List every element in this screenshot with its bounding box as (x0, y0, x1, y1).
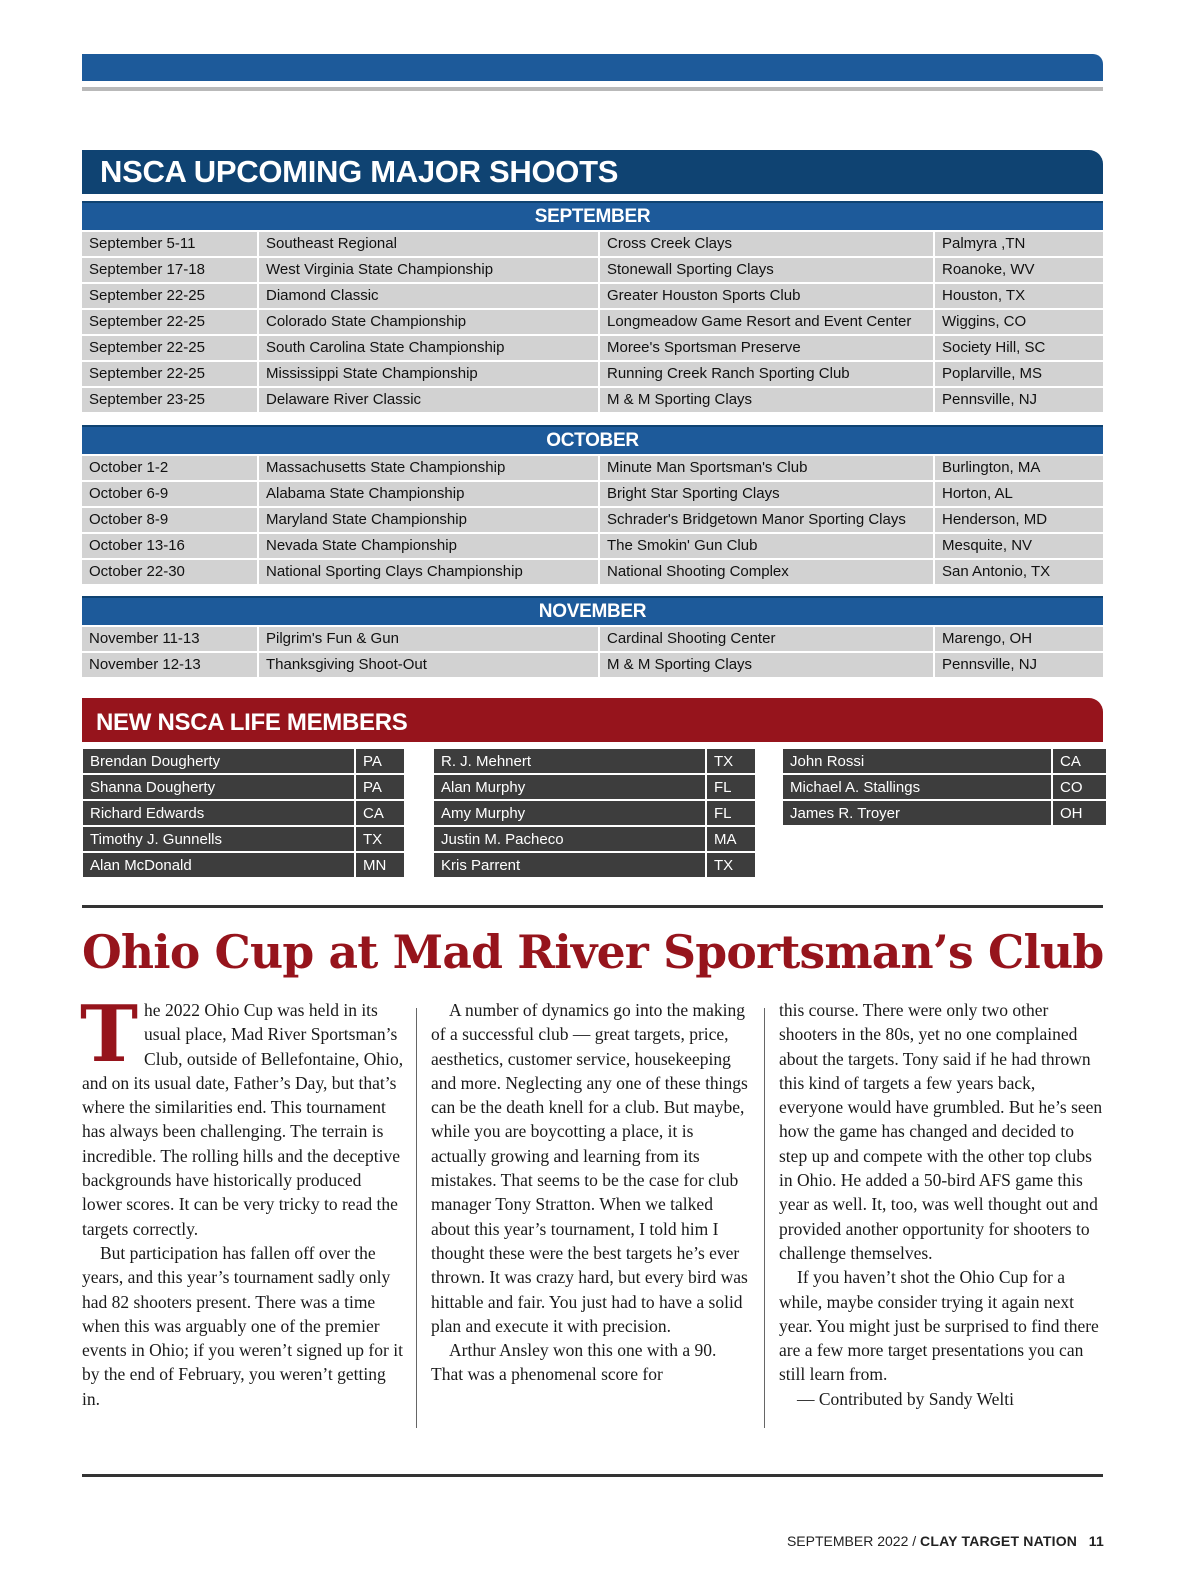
event-venue: The Smokin' Gun Club (600, 534, 933, 558)
article-top-rule (82, 905, 1103, 908)
member-row (83, 853, 404, 877)
article-paragraph (80, 989, 404, 1241)
member-row (783, 749, 1106, 773)
event-date: September 22-25 (82, 336, 257, 360)
event-location: Marengo, OH (935, 627, 1103, 651)
event-date: October 22-30 (82, 560, 257, 584)
event-venue: Cardinal Shooting Center (600, 627, 933, 651)
member-name: Alan Murphy (434, 775, 705, 799)
event-venue: M & M Sporting Clays (600, 653, 933, 677)
member-name: Justin M. Pacheco (434, 827, 705, 851)
top-rule (82, 87, 1103, 91)
table-row (82, 627, 1103, 651)
article-paragraph: this course. There were only two other shooters in the 80s, yet no one complained about the targets. Tony said if he had thrown this kind of targets a few years back, everyone would have grumbled. But he’s seen how the game has changed and decided to step up and compete with the other top clubs in Ohio. He added a 50-bird AFS game this year as well. It, too, was well thought out and provided another opportunity for shooters to challenge themselves. (779, 1000, 1103, 1263)
event-location: Palmyra ,TN (935, 232, 1103, 256)
table-row (82, 482, 1103, 506)
event-location: Mesquite, NV (935, 534, 1103, 558)
event-name: Southeast Regional (259, 232, 598, 256)
event-name: Alabama State Championship (259, 482, 598, 506)
article-column-2 (431, 998, 751, 1387)
table-row (82, 653, 1103, 677)
article-credit: — Contributed by Sandy Welti (797, 1388, 1015, 1409)
event-location: Poplarville, MS (935, 362, 1103, 386)
member-state: MA (707, 827, 755, 851)
event-location: Society Hill, SC (935, 336, 1103, 360)
article-bottom-rule (82, 1474, 1103, 1477)
column-divider (416, 1008, 417, 1428)
event-date: October 6-9 (82, 482, 257, 506)
member-name: Kris Parrent (434, 853, 705, 877)
event-venue: Bright Star Sporting Clays (600, 482, 933, 506)
member-row (434, 749, 755, 773)
paragraph-text: he 2022 Ohio Cup was held in its usual place, Mad River Sportsman’s Club, outside of Bellefontaine, Ohio, and on its usual date, Father’s Day, but that’s where the similarities end. This tournament has always been challenging. The terrain is incredible. The rolling hills and the deceptive backgrounds have historically produced lower scores. It can be very tricky to read the targets correctly. (82, 1000, 404, 1239)
member-state: CA (356, 801, 404, 825)
member-state: FL (707, 801, 755, 825)
event-date: October 13-16 (82, 534, 257, 558)
event-location: Burlington, MA (935, 456, 1103, 480)
event-name: Thanksgiving Shoot-Out (259, 653, 598, 677)
event-name: Pilgrim's Fun & Gun (259, 627, 598, 651)
event-name: Maryland State Championship (259, 508, 598, 532)
table-row (82, 310, 1103, 334)
member-state: TX (356, 827, 404, 851)
event-venue: Moree's Sportsman Preserve (600, 336, 933, 360)
member-state: PA (356, 775, 404, 799)
event-date: November 12-13 (82, 653, 257, 677)
event-date: September 22-25 (82, 310, 257, 334)
article-title: Ohio Cup at Mad River Sportsman’s Club (82, 925, 1104, 979)
member-state: FL (707, 775, 755, 799)
member-name: Timothy J. Gunnells (83, 827, 354, 851)
table-row (82, 232, 1103, 256)
member-name: James R. Troyer (783, 801, 1051, 825)
member-row (434, 853, 755, 877)
article-paragraph: But participation has fallen off over the years, and this year’s tournament sadly only had 82 shooters present. There was a time when this was arguably one of the premier events in Ohio; if you weren’t signed up for it by the end of February, you weren’t getting in. (82, 1242, 403, 1409)
event-venue: Cross Creek Clays (600, 232, 933, 256)
month-title: SEPTEMBER (82, 201, 1103, 230)
member-name: Shanna Dougherty (83, 775, 354, 799)
event-date: October 8-9 (82, 508, 257, 532)
event-venue: Schrader's Bridgetown Manor Sporting Clays (600, 508, 933, 532)
table-row (82, 456, 1103, 480)
member-state: CO (1053, 775, 1106, 799)
member-row (783, 775, 1106, 799)
member-name: R. J. Mehnert (434, 749, 705, 773)
member-name: John Rossi (783, 749, 1051, 773)
column-divider (764, 1008, 765, 1428)
article-paragraph: Arthur Ansley won this one with a 90. That was a phenomenal score for (431, 1340, 717, 1385)
footer-page-number: 11 (1088, 1533, 1104, 1549)
table-row (82, 362, 1103, 386)
member-row (783, 801, 1106, 825)
event-location: Wiggins, CO (935, 310, 1103, 334)
shoots-section-header: NSCA UPCOMING MAJOR SHOOTS (82, 150, 1103, 194)
event-date: October 1-2 (82, 456, 257, 480)
member-row (83, 775, 404, 799)
event-name: National Sporting Clays Championship (259, 560, 598, 584)
member-row (434, 775, 755, 799)
event-venue: M & M Sporting Clays (600, 388, 933, 412)
member-row (434, 801, 755, 825)
table-row (82, 534, 1103, 558)
footer-issue: SEPTEMBER 2022 / (786, 1533, 921, 1549)
event-location: Roanoke, WV (935, 258, 1103, 282)
article-paragraph: A number of dynamics go into the making of a successful club — great targets, price, aesthetics, customer service, housekeeping and more. Neglecting any one of these things can be the death knell for a club. But maybe, while you are boycotting a place, it is actually growing and learning from its mistakes. That seems to be the case for club manager Tony Stratton. When we talked about this year’s tournament, I told him I thought these were the best targets he’s ever thrown. It was crazy hard, but every bird was hittable and fair. You just had to have a solid plan and execute it with precision. (431, 1000, 748, 1336)
table-row (82, 258, 1103, 282)
event-date: November 11-13 (82, 627, 257, 651)
member-state: TX (707, 853, 755, 877)
table-row (82, 508, 1103, 532)
event-location: Horton, AL (935, 482, 1103, 506)
table-row (82, 336, 1103, 360)
member-row (83, 749, 404, 773)
event-venue: Greater Houston Sports Club (600, 284, 933, 308)
event-name: Nevada State Championship (259, 534, 598, 558)
event-name: Delaware River Classic (259, 388, 598, 412)
top-banner-bar (82, 54, 1103, 81)
member-state: MN (356, 853, 404, 877)
article-column-3 (779, 998, 1103, 1411)
event-venue: Longmeadow Game Resort and Event Center (600, 310, 933, 334)
event-location: San Antonio, TX (935, 560, 1103, 584)
footer-magazine: CLAY TARGET NATION (920, 1533, 1078, 1549)
drop-cap: T (80, 989, 139, 1080)
event-venue: Running Creek Ranch Sporting Club (600, 362, 933, 386)
page-footer (787, 1533, 1104, 1549)
event-name: Mississippi State Championship (259, 362, 598, 386)
event-name: South Carolina State Championship (259, 336, 598, 360)
event-location: Pennsville, NJ (935, 388, 1103, 412)
table-row (82, 560, 1103, 584)
members-column-1 (83, 749, 404, 879)
member-state: CA (1053, 749, 1106, 773)
event-name: Colorado State Championship (259, 310, 598, 334)
table-row (82, 388, 1103, 412)
month-table-november (82, 596, 1103, 677)
month-title: NOVEMBER (82, 596, 1103, 625)
member-row (83, 801, 404, 825)
members-section-header: NEW NSCA LIFE MEMBERS (82, 698, 1103, 742)
event-location: Henderson, MD (935, 508, 1103, 532)
event-date: September 22-25 (82, 362, 257, 386)
event-date: September 23-25 (82, 388, 257, 412)
event-name: Massachusetts State Championship (259, 456, 598, 480)
event-name: West Virginia State Championship (259, 258, 598, 282)
member-state: OH (1053, 801, 1106, 825)
members-column-2 (434, 749, 755, 879)
table-row (82, 284, 1103, 308)
member-name: Amy Murphy (434, 801, 705, 825)
member-name: Michael A. Stallings (783, 775, 1051, 799)
month-title: OCTOBER (82, 425, 1103, 454)
event-name: Diamond Classic (259, 284, 598, 308)
member-state: PA (356, 749, 404, 773)
event-venue: Minute Man Sportsman's Club (600, 456, 933, 480)
member-name: Brendan Dougherty (83, 749, 354, 773)
event-venue: Stonewall Sporting Clays (600, 258, 933, 282)
event-venue: National Shooting Complex (600, 560, 933, 584)
article-column-1 (80, 989, 404, 1411)
member-row (434, 827, 755, 851)
event-date: September 5-11 (82, 232, 257, 256)
member-row (83, 827, 404, 851)
member-name: Richard Edwards (83, 801, 354, 825)
member-name: Alan McDonald (83, 853, 354, 877)
members-column-3 (783, 749, 1106, 827)
event-location: Pennsville, NJ (935, 653, 1103, 677)
article-paragraph: If you haven’t shot the Ohio Cup for a while, maybe consider trying it again next year. You might just be surprised to find there are a few more target presentations you can still learn from. (779, 1267, 1099, 1385)
member-state: TX (707, 749, 755, 773)
month-table-october (82, 425, 1103, 584)
event-date: September 17-18 (82, 258, 257, 282)
event-date: September 22-25 (82, 284, 257, 308)
month-table-september (82, 201, 1103, 412)
event-location: Houston, TX (935, 284, 1103, 308)
